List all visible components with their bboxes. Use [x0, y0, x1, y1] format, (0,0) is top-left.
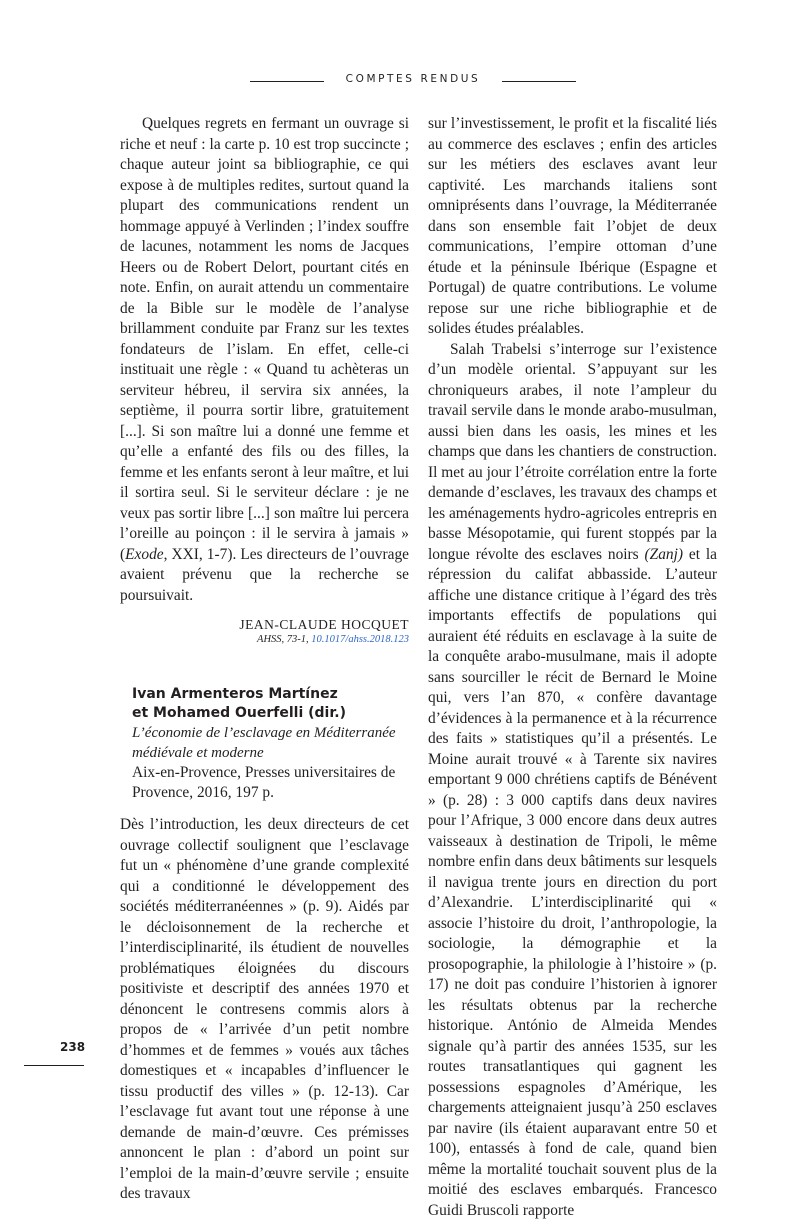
header-rule-right [502, 81, 576, 82]
book-title: L’économie de l’esclavage en Méditerranée médiévale et moderne [132, 723, 409, 763]
right-column [428, 114, 717, 1221]
left-column [120, 114, 409, 1205]
review-signature: JEAN-CLAUDE HOCQUET [120, 616, 409, 633]
zanj-term: (Zanj) [645, 546, 683, 563]
article-reference [120, 633, 409, 647]
review-heading [120, 685, 409, 803]
reference-prefix: AHSS, 73-1, [257, 634, 311, 645]
review-paragraph-intro: Dès l’introduction, les deux directeurs de cet ouvrage collectif soulignent que l’esclavage fut un « phénomène d’une grande complexité qui a conditionné le développement des sociétés méditerranéennes » (p. 9). Aidés par le décloisonnement de la recherche et l’interdisciplinarité, ils étudient de nouvelles problématiques éloignées du discours positiviste et descriptif des années 1970 et dénoncent le contresens commis alors à propos de « l’arrivée d’un petit nombre d’hommes et de femmes » voués aux tâches domestiques et « incapables d’influencer le tissu productif des villes » (p. 12-13). Car l’esclavage fut avant tout une réponse à une demande de main-d’œuvre. Ces prémisses annoncent le plan : d’abord un point sur l’emploi de la main-d’œuvre servile ; ensuite des travaux [120, 815, 409, 1205]
closing-paragraph-text: Quelques regrets en fermant un ouvrage si riche et neuf : la carte p. 10 est trop succincte ; chaque auteur joint sa bibliographie, ce qui expose à de multiples redites, surtout quand la plupart des communications rendent un hommage appuyé à Verlinden ; l’index souffre de lacunes, notamment les noms de Jacques Heers ou de Robert Delort, pourtant cités en note. Enfin, on aurait attendu un commentaire de la Bible sur le modèle de l’analyse brillamment conduite par Franz sur les textes fondateurs de l’islam. En effet, celle-ci instituait une règle : « Quand tu achèteras un serviteur hébreu, il servira six années, la septième, il pourra sortir libre, gratuitement [...]. Si son maître lui a donné une femme et qu’elle a enfanté des fils ou des filles, la femme et les enfants seront à leur maître, et lui il sortira seul. Si le serviteur déclare : je ne veux pas sortir libre [...] son maître lui percera l’oreille au poinçon : il le servira à jamais » ( [120, 115, 409, 563]
doi-link[interactable]: 10.1017/ahss.2018.123 [311, 634, 409, 645]
page-number: 238 [60, 1040, 85, 1054]
bible-citation: Exode [125, 546, 163, 563]
closing-paragraph-tail: , XXI, 1-7). Les directeurs de l’ouvrage avaient prévenu que la recherche se poursuivait. [120, 546, 409, 604]
running-header [0, 72, 800, 92]
review-body [120, 815, 409, 1205]
review-authors-line1: Ivan Armenteros Martínez [132, 685, 409, 704]
trabelsi-text-b: et la répression du califat abbasside. L’auteur affiche une distance critique à l’égard des très importants effectifs de populations qui auraient été réduits en esclavage à la suite de la conquête arabo-musulmane, mais il adopte sans sourciller le récit de Bernard le Moine qui, vers l’an 870, « confère davantage d’évidences à la permanence et à la récurrence des faits » statistiques qu’il a présentés. Le Moine aurait trouvé « à Tarente six navires emportant 9 000 chrétiens captifs de Bénévent » (p. 28) : 3 000 captifs dans deux navires pour l’Afrique, 3 000 encore dans deux autres vaisseaux à destination de Tripoli, le même nombre enfin dans deux bâtiments sur lesquels il navigua trente jours en direction du port d’Alexandrie. L’interdisciplinarité qui « associe l’histoire du droit, l’anthropologie, la sociologie, la démographie et la prosopographie, la philologie à l’histoire » (p. 17) ne doit pas conduire l’historien à ignorer les résultats obtenus par la recherche historique. António de Almeida Mendes signale qu’à partir des années 1535, sur les routes transatlantiques qui gagnent les possessions espagnoles d’Amérique, les chargements atteignaient jusqu’à 250 esclaves par navire (ils étaient auparavant entre 50 et 100), entassés à fond de cale, quand bien même la mortalité touchait souvent plus de la moitié des esclaves embarqués. Francesco Guidi Bruscoli rapporte [428, 546, 717, 1219]
review-authors-line2: et Mohamed Ouerfelli (dir.) [132, 704, 409, 723]
page-number-rule [24, 1065, 84, 1066]
publication-info: Aix-en-Provence, Presses universitaires de Provence, 2016, 197 p. [132, 763, 409, 803]
closing-paragraph [120, 114, 409, 606]
review-paragraph-trabelsi [428, 340, 717, 1221]
header-rule-left [250, 81, 324, 82]
review-paragraph-continued: sur l’investissement, le profit et la fiscalité liés au commerce des esclaves ; enfin des articles sur les métiers des esclaves avant leur captivité. Les marchands italiens sont omniprésents dans l’ouvrage, la Méditerranée dans son ensemble fait l’objet de deux communications, l’empire ottoman d’une étude et la péninsule Ibérique (Espagne et Portugal) de quatre contributions. Le volume repose sur une riche bibliographie et de solides études préalables. [428, 114, 717, 340]
running-header-title: COMPTES RENDUS [330, 73, 496, 85]
trabelsi-text-a: Salah Trabelsi s’interroge sur l’existence d’un modèle oriental. S’appuyant sur les chroniqueurs arabes, il note l’ampleur du travail servile dans le monde arabo-musulman, aussi bien dans les oasis, les mines et les champs que dans les chantiers de construction. Il met au jour l’étroite corrélation entre la forte demande d’esclaves, les travaux des champs et les aménagements hydro-agricoles entrepris en basse Mésopotamie, qui furent stoppés par la longue révolte des esclaves noirs [428, 341, 717, 563]
